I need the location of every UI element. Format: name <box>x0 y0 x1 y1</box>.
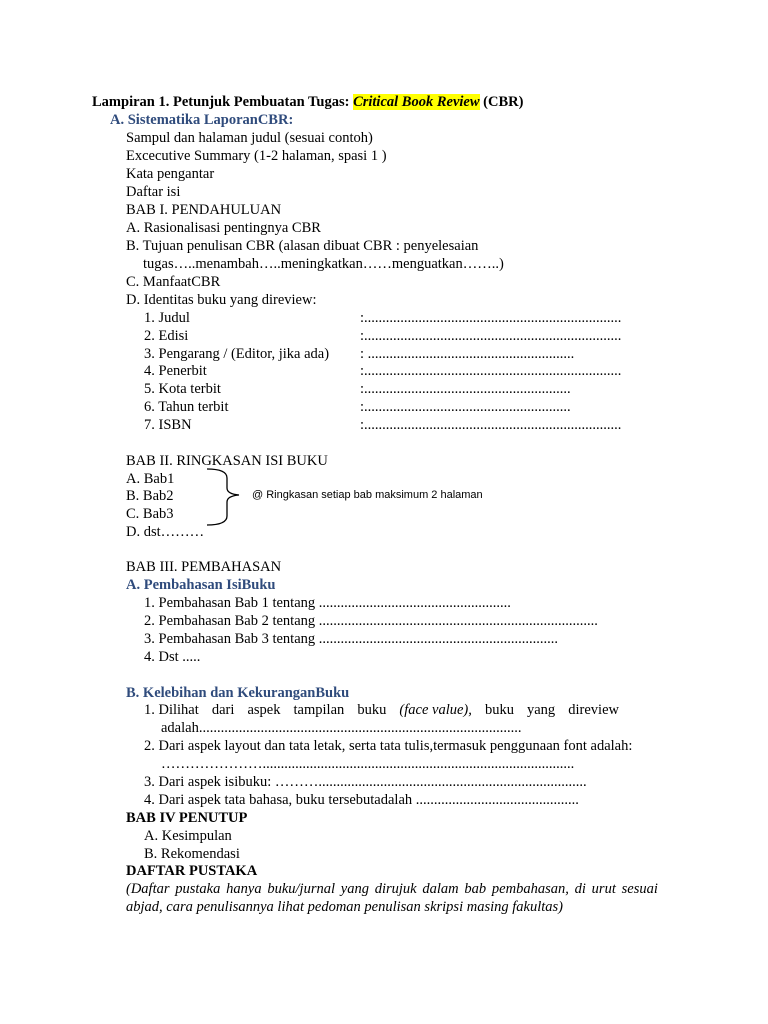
section-a-title: A. Sistematika LaporanCBR: <box>110 112 294 128</box>
curly-brace-icon <box>205 466 253 528</box>
identitas-value: :......................................................... <box>360 399 571 415</box>
list-item-continuation: adalah......................................................................................... <box>161 720 522 736</box>
list-item: B. Bab2 <box>126 488 174 504</box>
list-item: Kata pengantar <box>126 166 215 182</box>
identitas-label: 4. Penerbit <box>144 363 207 379</box>
identitas-value: :....................................................................... <box>360 310 622 326</box>
identitas-value: : ......................................................... <box>360 346 575 362</box>
identitas-value: :......................................................... <box>360 381 571 397</box>
identitas-label: 3. Pengarang / (Editor, jika ada) <box>144 346 330 362</box>
list-item: 2. Dari aspek layout dan tata letak, serta tata tulis,termasuk penggunaan font adalah: <box>144 738 633 754</box>
list-item: 4. Dst ..... <box>144 649 201 665</box>
bab3-title: BAB III. PEMBAHASAN <box>126 559 282 575</box>
daftar-pustaka-note: (Daftar pustaka hanya buku/jurnal yang dirujuk dalam bab pembahasan, di urut sesuai <box>126 881 658 897</box>
list-item: 2. Pembahasan Bab 2 tentang ............................................................................. <box>144 613 598 629</box>
list-item: 3. Dari aspek isibuku: ……….......................................................................... <box>144 774 587 790</box>
identitas-label: 6. Tahun terbit <box>144 399 229 415</box>
identitas-value: :....................................................................... <box>360 417 622 433</box>
list-item: 4. Dari aspek tata bahasa, buku tersebutadalah ............................................. <box>144 792 579 808</box>
list-item: 1. Pembahasan Bab 1 tentang ..................................................... <box>144 595 511 611</box>
daftar-pustaka-title: DAFTAR PUSTAKA <box>126 863 258 879</box>
list-item: B. Tujuan penulisan CBR (alasan dibuat CBR : penyelesaian <box>126 238 479 254</box>
list-item-continuation: tugas…..menambah…..meningkatkan……menguatkan……..) <box>143 256 504 272</box>
identitas-label: 2. Edisi <box>144 328 189 344</box>
list-item-justified: 1. Dilihat dari aspek tampilan buku (face value), buku yang direview <box>144 702 619 718</box>
list-item-continuation: …………………...................................................................................... <box>161 756 575 772</box>
list-item: B. Rekomendasi <box>144 846 240 862</box>
list-item: C. ManfaatCBR <box>126 274 221 290</box>
bab3-sub-a: A. Pembahasan IsiBuku <box>126 577 276 593</box>
list-item: 3. Pembahasan Bab 3 tentang .................................................................. <box>144 631 559 647</box>
document-title: Lampiran 1. Petunjuk Pembuatan Tugas: Critical Book Review (CBR) <box>92 94 524 110</box>
list-item: Excecutive Summary (1-2 halaman, spasi 1 ) <box>126 148 387 164</box>
list-item: Sampul dan halaman judul (sesuai contoh) <box>126 130 373 146</box>
bab1-title: BAB I. PENDAHULUAN <box>126 202 282 218</box>
list-item: C. Bab3 <box>126 506 174 522</box>
list-item: A. Rasionalisasi pentingnya CBR <box>126 220 321 236</box>
title-highlight: Critical Book Review <box>353 94 480 110</box>
ringkasan-note: @ Ringkasan setiap bab maksimum 2 halaman <box>252 489 483 501</box>
daftar-pustaka-note-continuation: abjad, cara penulisannya lihat pedoman penulisan skripsi masing fakultas) <box>126 899 563 915</box>
identitas-label: 1. Judul <box>144 310 190 326</box>
identitas-value: :....................................................................... <box>360 328 622 344</box>
bab4-title: BAB IV PENUTUP <box>126 810 248 826</box>
bab2-title: BAB II. RINGKASAN ISI BUKU <box>126 453 328 469</box>
identitas-value: :....................................................................... <box>360 363 622 379</box>
list-item: D. Identitas buku yang direview: <box>126 292 317 308</box>
list-item: Daftar isi <box>126 184 181 200</box>
bab3-sub-b: B. Kelebihan dan KekuranganBuku <box>126 685 350 701</box>
list-item: D. dst……… <box>126 524 205 540</box>
list-item: A. Bab1 <box>126 471 175 487</box>
list-item: A. Kesimpulan <box>144 828 232 844</box>
identitas-label: 5. Kota terbit <box>144 381 221 397</box>
identitas-label: 7. ISBN <box>144 417 192 433</box>
